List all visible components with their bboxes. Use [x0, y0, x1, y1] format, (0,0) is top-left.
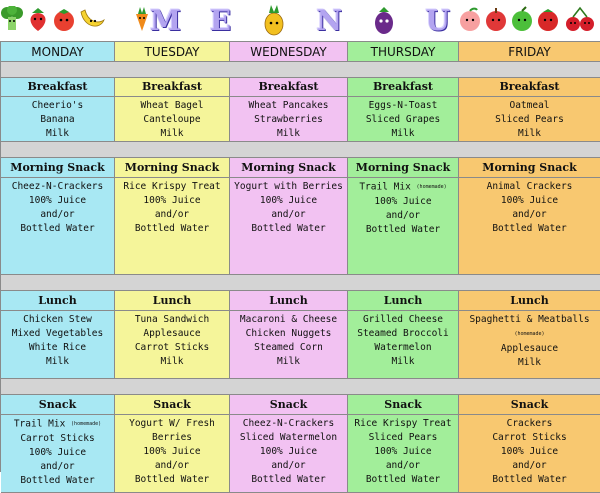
menu-item-text: Milk: [391, 128, 415, 139]
meal-cell-monday: [1, 97, 115, 142]
meal-header-wednesday: Lunch: [230, 291, 348, 311]
menu-item-text: and/or: [40, 209, 75, 220]
menu-item-text: Milk: [160, 356, 184, 367]
menu-item-text: Watermelon: [374, 342, 432, 353]
menu-item: [348, 99, 458, 113]
menu-item-text: Carrot Sticks: [20, 432, 95, 444]
menu-item: [1, 180, 114, 194]
cherries-icon: [564, 6, 596, 32]
menu-item: [115, 341, 229, 355]
menu-grid: [0, 41, 600, 486]
meal-header-friday: Morning Snack: [459, 158, 600, 178]
section-divider: [1, 142, 600, 158]
menu-item: [115, 194, 229, 208]
menu-item: [230, 208, 347, 222]
menu-item-text: Milk: [518, 128, 541, 139]
menu-item: [459, 356, 600, 370]
menu-item: [230, 194, 347, 208]
menu-item: [1, 127, 114, 141]
section-divider: [1, 62, 600, 78]
menu-item-text: Bottled Water: [20, 474, 95, 486]
menu-item-text: 100% Juice: [374, 446, 432, 457]
title-letter-e: E: [209, 3, 232, 37]
menu-item-text: Rice Krispy Treat: [123, 181, 221, 192]
menu-item: [115, 313, 229, 327]
meal-cell-tuesday: [115, 97, 230, 142]
menu-item-text: Sliced Pears: [495, 114, 564, 125]
menu-item: [115, 431, 229, 445]
menu-item-text: Milk: [518, 356, 541, 368]
menu-item: [230, 327, 347, 341]
menu-item: [115, 208, 229, 222]
menu-item: [1, 355, 114, 369]
menu-item-text: Trail Mix: [13, 418, 66, 430]
menu-item-text: Macaroni & Cheese: [239, 314, 338, 325]
day-header-friday: FRIDAY: [459, 42, 600, 62]
menu-item-text: Carrot Sticks: [492, 432, 567, 443]
menu-item: [1, 222, 114, 236]
meal-header-thursday: Breakfast: [348, 78, 459, 97]
meal-cell-wednesday: [230, 178, 348, 275]
menu-item: [459, 431, 600, 445]
meal-header-monday: Lunch: [1, 291, 115, 311]
menu-item: [230, 473, 347, 487]
menu-item-text: Milk: [277, 128, 300, 139]
meal-header-wednesday: Snack: [230, 395, 348, 415]
menu-item: [230, 431, 347, 445]
menu-item-text: Steamed Broccoli: [357, 328, 449, 339]
menu-item: [115, 99, 229, 113]
homemade-note: (homemade): [71, 421, 102, 427]
menu-item-text: Cheez-N-Crackers: [11, 181, 104, 192]
menu-item: [459, 113, 600, 127]
menu-item: [459, 208, 600, 222]
meal-cell-monday: [1, 311, 115, 379]
menu-item-text: 100% Juice: [259, 446, 318, 457]
title-letter-m: M: [150, 3, 181, 37]
menu-item-text: Banana: [40, 114, 75, 125]
menu-item: [348, 341, 458, 355]
menu-item-text: 100% Juice: [143, 446, 201, 457]
menu-item-text: Wheat Pancakes: [248, 100, 329, 111]
menu-item-text: and/or: [385, 460, 421, 471]
menu-item: [115, 445, 229, 459]
meal-header-monday: Morning Snack: [1, 158, 115, 178]
menu-item: [1, 341, 114, 355]
menu-item-text: Milk: [160, 128, 184, 139]
menu-item-text: Bottled Water: [251, 474, 326, 485]
meal-cell-tuesday: [115, 178, 230, 275]
menu-item: [230, 113, 347, 127]
menu-item-text: Mixed Vegetables: [11, 328, 104, 339]
meal-cell-thursday: [348, 178, 459, 275]
menu-item: [230, 222, 347, 236]
meal-header-thursday: Morning Snack: [348, 158, 459, 178]
meal-header-friday: Lunch: [459, 291, 600, 311]
menu-item-text: 100% Juice: [28, 195, 87, 206]
meal-header-tuesday: Morning Snack: [115, 158, 230, 178]
menu-item: [348, 127, 458, 141]
menu-item-text: Sliced Pears: [368, 432, 438, 443]
menu-item: [348, 223, 458, 237]
meal-cell-tuesday: [115, 311, 230, 379]
menu-item-text: and/or: [512, 209, 547, 220]
menu-item-text: Milk: [46, 128, 69, 139]
menu-item: [348, 313, 458, 327]
menu-item: [348, 195, 458, 209]
meal-cell-wednesday: [230, 97, 348, 142]
meal-header-thursday: Snack: [348, 395, 459, 415]
menu-item-text: Bottled Water: [492, 474, 567, 485]
meal-header-wednesday: Morning Snack: [230, 158, 348, 178]
menu-item: [348, 445, 458, 459]
menu-item-text: Spaghetti & Meatballs: [469, 314, 590, 325]
menu-item: [459, 327, 600, 342]
day-header-tuesday: TUESDAY: [115, 42, 230, 62]
meal-header-tuesday: Breakfast: [115, 78, 230, 97]
menu-item: [459, 180, 600, 194]
menu-item-text: Crackers: [506, 418, 553, 429]
homemade-note: (homemade): [416, 184, 447, 190]
meal-cell-monday: [1, 415, 115, 493]
menu-item: [459, 445, 600, 459]
menu-item: [1, 446, 114, 460]
menu-item: [1, 417, 114, 432]
menu-item: [459, 222, 600, 236]
menu-item-text: Bottled Water: [134, 474, 210, 485]
meal-cell-tuesday: [115, 415, 230, 493]
menu-item: [230, 341, 347, 355]
menu-item-text: 100% Juice: [500, 195, 559, 206]
menu-item: [348, 417, 458, 431]
menu-item-text: Applesauce: [500, 342, 559, 354]
meal-cell-wednesday: [230, 311, 348, 379]
menu-item-text: Carrot Sticks: [134, 342, 210, 353]
meal-header-tuesday: Snack: [115, 395, 230, 415]
menu-item-text: Applesauce: [143, 328, 201, 339]
menu-item: [459, 417, 600, 431]
menu-item-text: Bottled Water: [365, 223, 441, 235]
menu-item: [348, 113, 458, 127]
menu-item: [230, 445, 347, 459]
menu-item: [1, 432, 114, 446]
menu-item: [459, 313, 600, 327]
menu-item: [348, 327, 458, 341]
menu-item: [348, 431, 458, 445]
menu-item: [230, 459, 347, 473]
menu-item-text: Chicken Stew: [23, 314, 92, 325]
menu-item: [348, 180, 458, 195]
meal-cell-monday: [1, 178, 115, 275]
menu-item: [459, 99, 600, 113]
menu-item: [230, 99, 347, 113]
broccoli-icon: [0, 6, 24, 32]
menu-item: [115, 180, 229, 194]
menu-item-text: and/or: [512, 460, 547, 471]
menu-item: [1, 99, 114, 113]
menu-item-text: Wheat Bagel: [140, 100, 204, 111]
menu-item: [459, 342, 600, 356]
menu-item-text: Yogurt W/ Fresh: [129, 418, 215, 429]
menu-item: [1, 460, 114, 474]
menu-item-text: Yogurt with Berries: [234, 181, 343, 192]
menu-item: [348, 473, 458, 487]
menu-item: [1, 474, 114, 488]
tomato-icon: [52, 6, 76, 32]
menu-item: [459, 459, 600, 473]
menu-item-text: 100% Juice: [259, 195, 318, 206]
menu-item: [115, 222, 229, 236]
meal-header-friday: Breakfast: [459, 78, 600, 97]
menu-item-text: Cheez-N-Crackers: [242, 418, 335, 429]
menu-item-text: Bottled Water: [251, 223, 326, 234]
menu-title: [150, 0, 450, 40]
section-divider: [1, 379, 600, 395]
menu-item: [115, 417, 229, 431]
menu-item: [115, 355, 229, 369]
menu-item: [1, 313, 114, 327]
title-letter-n: N: [316, 3, 343, 37]
apple-icon: [484, 6, 508, 32]
menu-item-text: and/or: [271, 209, 306, 220]
meal-header-monday: Breakfast: [1, 78, 115, 97]
meal-header-wednesday: Breakfast: [230, 78, 348, 97]
day-header-monday: MONDAY: [1, 42, 115, 62]
menu-item-text: Milk: [277, 356, 300, 367]
menu-item-text: Bottled Water: [20, 223, 95, 234]
menu-header: [0, 0, 600, 40]
menu-item-text: Trail Mix: [359, 181, 411, 193]
tomato-red-icon: [536, 6, 560, 32]
menu-item-text: and/or: [154, 209, 190, 220]
menu-item-text: Bottled Water: [492, 223, 567, 234]
title-letter-u: U: [425, 3, 450, 37]
menu-item-text: Oatmeal: [509, 100, 550, 111]
menu-item-text: and/or: [154, 460, 190, 471]
menu-item: [230, 417, 347, 431]
menu-item: [348, 355, 458, 369]
menu-item-text: Cheerio's: [31, 100, 84, 111]
menu-item-text: 100% Juice: [500, 446, 559, 457]
menu-item-text: Strawberries: [254, 114, 323, 125]
meal-header-tuesday: Lunch: [115, 291, 230, 311]
menu-item: [1, 113, 114, 127]
meal-header-thursday: Lunch: [348, 291, 459, 311]
menu-item-text: 100% Juice: [374, 195, 432, 207]
menu-item-text: 100% Juice: [28, 446, 87, 458]
pineapple-icon: [260, 4, 288, 36]
menu-item: [1, 208, 114, 222]
day-header-wednesday: WEDNESDAY: [230, 42, 348, 62]
meal-header-monday: Snack: [1, 395, 115, 415]
menu-item-text: 100% Juice: [143, 195, 201, 206]
menu-item-text: Animal Crackers: [486, 181, 573, 192]
menu-item: [348, 459, 458, 473]
peach-icon: [458, 6, 482, 32]
meal-cell-friday: [459, 415, 600, 493]
day-header-thursday: THURSDAY: [348, 42, 459, 62]
menu-item-text: White Rice: [28, 342, 87, 353]
menu-item-text: Chicken Nuggets: [245, 328, 332, 339]
menu-item: [115, 459, 229, 473]
menu-item: [115, 473, 229, 487]
menu-item-text: Bottled Water: [134, 223, 210, 234]
banana-icon: [78, 6, 106, 32]
menu-item-text: Milk: [391, 356, 415, 367]
menu-item-text: Sliced Grapes: [365, 114, 441, 125]
menu-item-text: Rice Krispy Treat: [354, 418, 452, 429]
menu-item-text: (homemade): [514, 331, 545, 337]
menu-item: [115, 127, 229, 141]
section-divider: [1, 275, 600, 291]
menu-item-text: Steamed Corn: [254, 342, 323, 353]
menu-item: [1, 194, 114, 208]
menu-item-text: Canteloupe: [143, 114, 201, 125]
meal-cell-friday: [459, 178, 600, 275]
menu-item: [115, 113, 229, 127]
menu-item-text: Tuna Sandwich: [134, 314, 210, 325]
menu-item: [230, 127, 347, 141]
menu-item: [1, 327, 114, 341]
meal-cell-thursday: [348, 97, 459, 142]
apple-green-icon: [510, 6, 534, 32]
menu-item-text: Bottled Water: [365, 474, 441, 485]
menu-item: [230, 313, 347, 327]
eggplant-icon: [371, 4, 397, 36]
menu-item-text: and/or: [40, 460, 75, 472]
menu-item: [115, 327, 229, 341]
menu-item: [230, 355, 347, 369]
strawberry-icon: [26, 6, 50, 32]
menu-item-text: Milk: [46, 356, 69, 367]
menu-item: [459, 194, 600, 208]
meal-cell-thursday: [348, 415, 459, 493]
meal-cell-thursday: [348, 311, 459, 379]
menu-item-text: Grilled Cheese: [362, 314, 444, 325]
menu-item-text: Berries: [151, 432, 193, 443]
meal-cell-wednesday: [230, 415, 348, 493]
meal-header-friday: Snack: [459, 395, 600, 415]
menu-item: [459, 473, 600, 487]
menu-item: [459, 127, 600, 141]
menu-item-text: Sliced Watermelon: [239, 432, 338, 443]
menu-item-text: and/or: [385, 209, 421, 221]
meal-cell-friday: [459, 311, 600, 379]
menu-item-text: Eggs-N-Toast: [368, 100, 438, 111]
menu-item: [348, 209, 458, 223]
menu-item: [230, 180, 347, 194]
menu-item-text: and/or: [271, 460, 306, 471]
meal-cell-friday: [459, 97, 600, 142]
